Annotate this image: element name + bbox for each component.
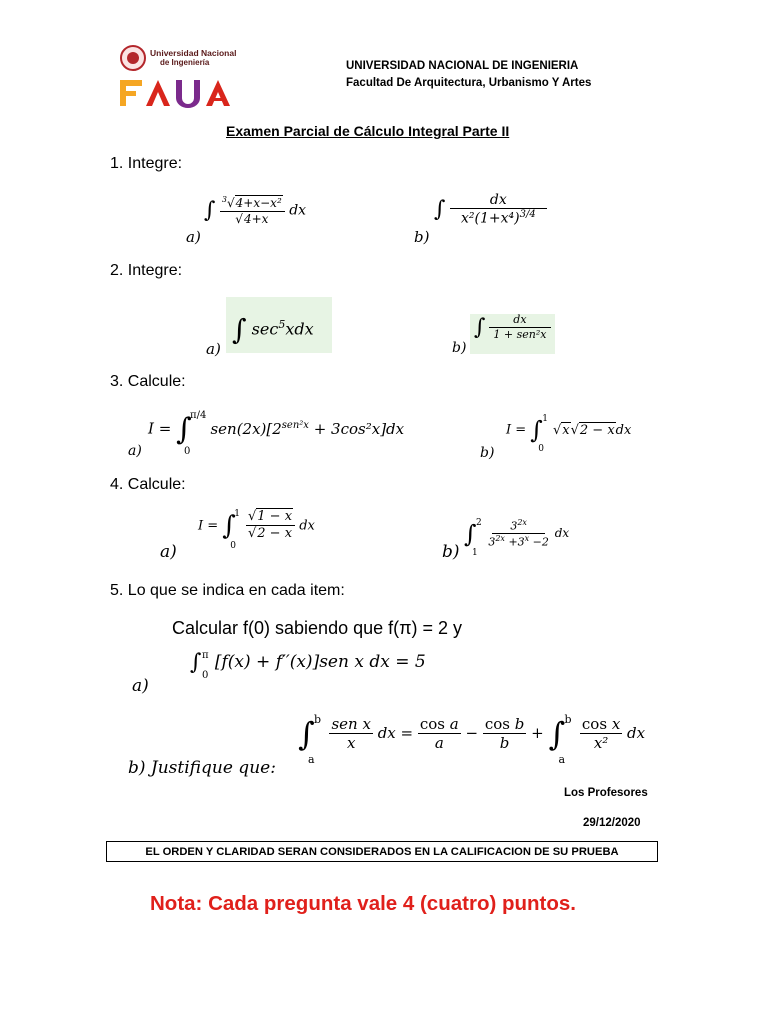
- university-logo-line2: de Ingeniería: [160, 58, 210, 67]
- faua-logo: [118, 78, 240, 108]
- q4b-formula: ∫ 2 1 $\frac{3^{2x}}{3^{2x} +3^x -2}$ dx: [464, 517, 570, 558]
- question-2-label: 2. Integre:: [110, 262, 183, 279]
- exam-date: 29/12/2020: [583, 817, 641, 829]
- q2a-formula: ∫ $\sec^5xdx$: [226, 297, 332, 353]
- q5b-label: b) Justifique que:: [128, 758, 276, 778]
- notice-box: [106, 841, 658, 862]
- signature: Los Profesores: [564, 787, 648, 799]
- q2b-label: b): [452, 340, 467, 356]
- university-logo: [118, 42, 242, 108]
- q1b-label: b): [414, 228, 430, 246]
- points-note: Nota: Cada pregunta vale 4 (cuatro) puntos.: [150, 892, 576, 915]
- university-seal-icon: [120, 44, 146, 72]
- question-1-label: 1. Integre:: [110, 155, 183, 172]
- q3b-label: b): [480, 445, 495, 461]
- q3b-formula: I = ∫ 1 0 √x√2 − xdx: [506, 414, 632, 454]
- q3a-formula: I = ∫ π/4 0 $sen(2x)[2^{sen^2x} + 3\cos^2x]dx$: [148, 410, 405, 457]
- notice-text: EL ORDEN Y CLARIDAD SERAN CONSIDERADOS EN LA CALIFICACION DE SU PRUEBA: [145, 845, 619, 858]
- question-5-label: 5. Lo que se indica en cada item:: [110, 582, 345, 599]
- q3a-label: a): [128, 443, 142, 459]
- q2a-label: a): [206, 340, 221, 358]
- faculty-name: Facultad De Arquitectura, Urbanismo Y Artes: [346, 77, 592, 89]
- q4b-label: b): [442, 542, 460, 562]
- q4a-label: a): [160, 542, 177, 562]
- question-4-label: 4. Calcule:: [110, 476, 186, 493]
- q1a-formula: ∫ $\frac{^3√4+x-x^2}{√4+x}$ dx: [204, 195, 307, 226]
- q1a-label: a): [186, 228, 201, 246]
- university-logo-line1: Universidad Nacional: [150, 48, 237, 58]
- q5a-formula: ∫ π 0 [f(x) + f′′(x)]sen x dx = 5: [190, 650, 426, 681]
- q4a-formula: I = ∫ 1 0 $\frac{√1 - x}{√2 - x}$ dx: [198, 508, 315, 551]
- institution-name: UNIVERSIDAD NACIONAL DE INGENIERIA: [346, 60, 579, 72]
- q5a-label: a): [132, 676, 149, 696]
- question-3-label: 3. Calcule:: [110, 373, 186, 390]
- q1b-formula: ∫ $\frac{dx}{x^2(1+x^4)^{3/4}}$: [434, 192, 547, 228]
- q5b-formula: ∫ b a $\frac{\text{sen x}}{x}$ dx = $\frac{\text{cos a}}{a}$ − $\frac{\text{cos b}}{b}$ + ∫ b a $\frac{\text{cos x}}{\text{x²}}$ dx: [298, 713, 646, 766]
- exam-title: Examen Parcial de Cálculo Integral Parte II: [226, 123, 510, 139]
- q5a-statement: Calcular f(0) sabiendo que f(π) = 2 y: [172, 618, 463, 638]
- q2b-formula: ∫ $\frac{dx}{\text{1 + sen²x}}$: [470, 314, 555, 354]
